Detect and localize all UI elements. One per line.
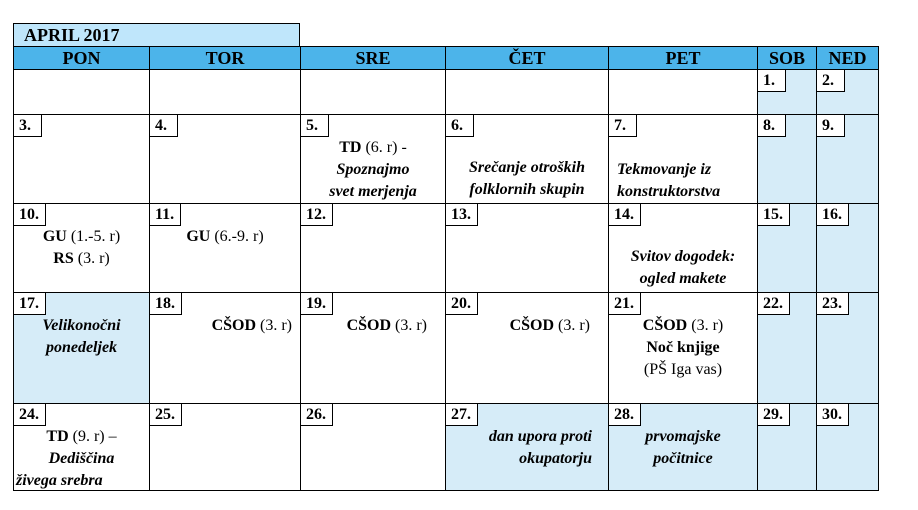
day-number: 17. bbox=[14, 293, 46, 315]
event-detail: (3. r) bbox=[256, 317, 292, 334]
event-detail: (1.-5. r) bbox=[66, 228, 121, 245]
event-text bbox=[510, 315, 590, 337]
day-cell[interactable] bbox=[446, 115, 609, 204]
day-cell[interactable] bbox=[301, 204, 446, 293]
day-cell[interactable] bbox=[14, 293, 150, 404]
event-text bbox=[347, 315, 427, 337]
event-detail: (3. r) bbox=[391, 317, 427, 334]
event-detail: (6. r) - bbox=[361, 139, 407, 156]
weekday-cet: ČET bbox=[446, 47, 609, 70]
day-number: 15. bbox=[758, 204, 790, 226]
event-title: folklornih skupin bbox=[469, 181, 585, 198]
event-text bbox=[150, 226, 300, 248]
event-title: konstruktorstva bbox=[617, 183, 721, 200]
day-cell[interactable] bbox=[817, 204, 879, 293]
event-text bbox=[212, 315, 292, 337]
day-cell[interactable] bbox=[150, 404, 301, 491]
day-cell-empty bbox=[301, 70, 446, 115]
day-cell[interactable] bbox=[301, 404, 446, 491]
event-title: svet merjenja bbox=[329, 183, 417, 200]
day-number: 25. bbox=[150, 404, 182, 426]
event-title: Velikonočni bbox=[42, 317, 121, 334]
week-row bbox=[14, 204, 879, 293]
day-number: 16. bbox=[817, 204, 849, 226]
day-number: 12. bbox=[301, 204, 333, 226]
weekday-sre: SRE bbox=[301, 47, 446, 70]
weekday-pon: PON bbox=[14, 47, 150, 70]
day-cell[interactable] bbox=[150, 293, 301, 404]
event-detail: (3. r) bbox=[554, 317, 590, 334]
day-cell[interactable] bbox=[14, 404, 150, 491]
event-title: Spoznajmo bbox=[336, 161, 410, 178]
day-cell[interactable] bbox=[609, 293, 758, 404]
day-number: 14. bbox=[609, 204, 641, 226]
event-text bbox=[14, 426, 149, 492]
day-number: 21. bbox=[609, 293, 641, 315]
week-row bbox=[14, 404, 879, 491]
day-cell-empty bbox=[609, 70, 758, 115]
event-title: prvomajske bbox=[645, 428, 721, 445]
event-text bbox=[609, 246, 757, 290]
day-cell-empty bbox=[150, 70, 301, 115]
day-cell[interactable] bbox=[14, 115, 150, 204]
event-title: Svitov dogodek: bbox=[630, 248, 736, 265]
day-number: 3. bbox=[14, 115, 42, 137]
day-number: 28. bbox=[609, 404, 641, 426]
day-cell[interactable] bbox=[446, 293, 609, 404]
event-detail: (9. r) – bbox=[68, 428, 117, 445]
event-code: RS bbox=[53, 250, 74, 267]
day-cell[interactable] bbox=[817, 115, 879, 204]
day-number: 18. bbox=[150, 293, 182, 315]
day-number: 8. bbox=[758, 115, 786, 137]
day-number: 24. bbox=[14, 404, 46, 426]
event-title: Srečanje otroških bbox=[468, 159, 585, 176]
day-number: 22. bbox=[758, 293, 790, 315]
weekday-tor: TOR bbox=[150, 47, 301, 70]
day-number: 1. bbox=[758, 70, 786, 92]
event-detail: (6.-9. r) bbox=[210, 228, 264, 245]
event-code: CŠOD bbox=[642, 317, 688, 334]
day-number: 30. bbox=[817, 404, 849, 426]
event-code: TD bbox=[339, 139, 362, 156]
day-number: 9. bbox=[817, 115, 845, 137]
day-cell[interactable] bbox=[817, 293, 879, 404]
event-title: ogled makete bbox=[639, 270, 727, 287]
day-number: 2. bbox=[817, 70, 845, 92]
event-code: GU bbox=[186, 228, 211, 245]
event-text bbox=[617, 159, 757, 203]
event-title: živega srebra bbox=[16, 472, 103, 489]
event-title: Dediščina bbox=[48, 450, 115, 467]
weekday-ned: NED bbox=[817, 47, 879, 70]
day-cell[interactable] bbox=[758, 115, 817, 204]
event-title: počitnice bbox=[653, 450, 713, 467]
month-title: APRIL 2017 bbox=[13, 23, 300, 46]
day-cell[interactable] bbox=[758, 293, 817, 404]
event-title: dan upora proti bbox=[488, 428, 592, 445]
day-cell-empty bbox=[14, 70, 150, 115]
day-cell[interactable] bbox=[446, 204, 609, 293]
event-text bbox=[301, 137, 445, 203]
day-number: 5. bbox=[301, 115, 329, 137]
week-row bbox=[14, 115, 879, 204]
day-cell[interactable] bbox=[301, 115, 446, 204]
day-cell[interactable] bbox=[301, 293, 446, 404]
day-number: 6. bbox=[446, 115, 474, 137]
event-detail: (PŠ Iga vas) bbox=[643, 361, 723, 378]
event-code: GU bbox=[42, 228, 67, 245]
calendar-grid bbox=[13, 46, 879, 491]
day-cell[interactable] bbox=[817, 404, 879, 491]
day-cell[interactable] bbox=[817, 70, 879, 115]
event-title: ponedeljek bbox=[45, 339, 118, 356]
day-number: 11. bbox=[150, 204, 181, 226]
day-cell[interactable] bbox=[14, 204, 150, 293]
week-row bbox=[14, 70, 879, 115]
day-number: 20. bbox=[446, 293, 478, 315]
event-text bbox=[609, 315, 757, 381]
day-number: 19. bbox=[301, 293, 333, 315]
event-detail: (3. r) bbox=[73, 250, 110, 267]
event-text bbox=[609, 426, 757, 470]
event-code: CŠOD bbox=[211, 317, 257, 334]
week-row bbox=[14, 293, 879, 404]
weekday-sob: SOB bbox=[758, 47, 817, 70]
day-cell[interactable] bbox=[758, 204, 817, 293]
event-title: Noč knjige bbox=[646, 339, 720, 356]
day-cell[interactable] bbox=[150, 115, 301, 204]
event-text bbox=[446, 157, 608, 201]
day-number: 26. bbox=[301, 404, 333, 426]
weekday-header-row bbox=[14, 47, 879, 70]
event-code: CŠOD bbox=[509, 317, 555, 334]
day-cell-empty bbox=[446, 70, 609, 115]
day-number: 13. bbox=[446, 204, 478, 226]
event-detail: (3. r) bbox=[687, 317, 724, 334]
event-text bbox=[14, 315, 149, 359]
event-title: okupatorju bbox=[519, 450, 592, 467]
event-text bbox=[489, 426, 592, 470]
day-cell[interactable] bbox=[758, 404, 817, 491]
day-number: 4. bbox=[150, 115, 178, 137]
day-number: 27. bbox=[446, 404, 478, 426]
day-number: 23. bbox=[817, 293, 849, 315]
weekday-pet: PET bbox=[609, 47, 758, 70]
event-text bbox=[14, 226, 149, 270]
day-cell[interactable] bbox=[150, 204, 301, 293]
day-cell[interactable] bbox=[609, 204, 758, 293]
day-number: 29. bbox=[758, 404, 790, 426]
day-number: 7. bbox=[609, 115, 637, 137]
event-code: TD bbox=[46, 428, 69, 445]
day-cell[interactable] bbox=[609, 404, 758, 491]
day-cell[interactable] bbox=[758, 70, 817, 115]
event-code: CŠOD bbox=[346, 317, 392, 334]
day-cell[interactable] bbox=[446, 404, 609, 491]
day-cell[interactable] bbox=[609, 115, 758, 204]
event-title: Tekmovanje iz bbox=[617, 161, 712, 178]
day-number: 10. bbox=[14, 204, 46, 226]
